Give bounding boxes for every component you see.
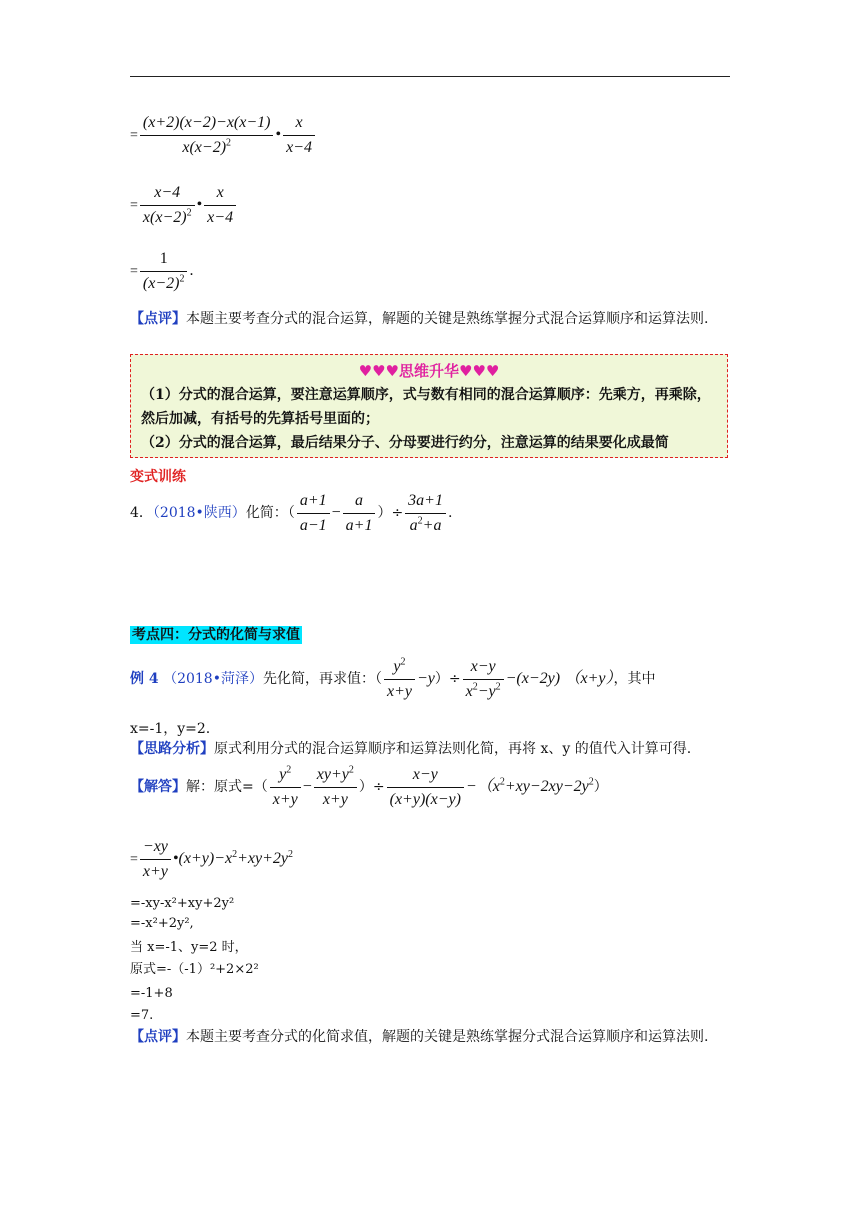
solution-step: =-xy-x²+xy+2y²: [130, 896, 235, 911]
thinking-box-line-2: （2）分式的混合运算，最后结果分子、分母要进行约分，注意运算的结果要化成最简: [141, 435, 669, 451]
comment-2-label: 【点评】: [130, 1029, 186, 1045]
example-given: x=-1，y=2.: [130, 721, 211, 737]
math-step-1: = $\frac{(x+2)(x-2)-x(x-1)}{x(x-2)^2}$ • $\frac{x}{x-4}$: [130, 114, 317, 157]
variant-heading: 变式训练: [130, 469, 186, 485]
section-title: 考点四：分式的化简与求值: [132, 627, 300, 643]
solution-step: =7.: [130, 1008, 154, 1023]
header-rule: [130, 76, 730, 77]
math-step-2: = $\frac{x-4}{x(x-2)^2}$ • $\frac{x}{x-4}$: [130, 184, 238, 227]
thinking-box-title: ♥♥♥思维升华♥♥♥: [358, 362, 500, 380]
example-label: 例 4: [130, 671, 159, 688]
thinking-summary-box: [130, 354, 728, 458]
solution-step: 原式=-（-1）²+2×2²: [130, 962, 259, 977]
comment-2: [130, 1026, 730, 1048]
analysis: 【思路分析】原式利用分式的混合运算顺序和运算法则化简，再将 x、y 的值代入计算可得.: [130, 741, 692, 757]
example-4: 例 4 （2018•菏泽）先化简，再求值：（ $\frac{y^2}{x+y}$ −y）÷ $\frac{x-y}{x^2-y^2}$ −(x−2y) （x+y），其中: [130, 656, 656, 700]
solution-step: =-1+8: [130, 986, 173, 1001]
comment-1-label: 【点评】: [130, 311, 186, 327]
solution-line-2: = $\frac{-xy}{x+y}$ $•(x+y)-x^2+xy+2y^2$: [130, 838, 293, 880]
variant-question: 4．（2018•陕西）化简：（ $\frac{a+1}{a-1}$ − $\frac{a}{a+1}$ ）÷ $\frac{3a+1}{a^2+a}$ .: [130, 492, 453, 534]
solution-step: 当 x=-1、y=2 时，: [130, 940, 248, 955]
solution-line-1: 【解答】解：原式=（ $\frac{y^2}{x+y}$ − $\frac{xy+y^2}{x+y}$ ）÷ $\frac{x-y}{(x+y)(x-y)}$ $-(x^2+xy-2xy-2y^2)$: [130, 764, 608, 808]
math-step-3: = $\frac{1}{(x-2)^2}$ .: [130, 250, 194, 292]
comment-1-text: 本题主要考查分式的混合运算，解题的关键是熟练掌握分式混合运算顺序和运算法则.: [186, 311, 709, 327]
comment-2-text: 本题主要考查分式的化简求值，解题的关键是熟练掌握分式混合运算顺序和运算法则.: [186, 1029, 709, 1045]
solution-step: =-x²+2y²,: [130, 916, 194, 931]
thinking-box-line-1: （1）分式的混合运算，要注意运算顺序，式与数有相同的混合运算顺序：先乘方，再乘除，然后加减，有括号的先算括号里面的；: [141, 387, 711, 427]
comment-1: [130, 308, 730, 330]
